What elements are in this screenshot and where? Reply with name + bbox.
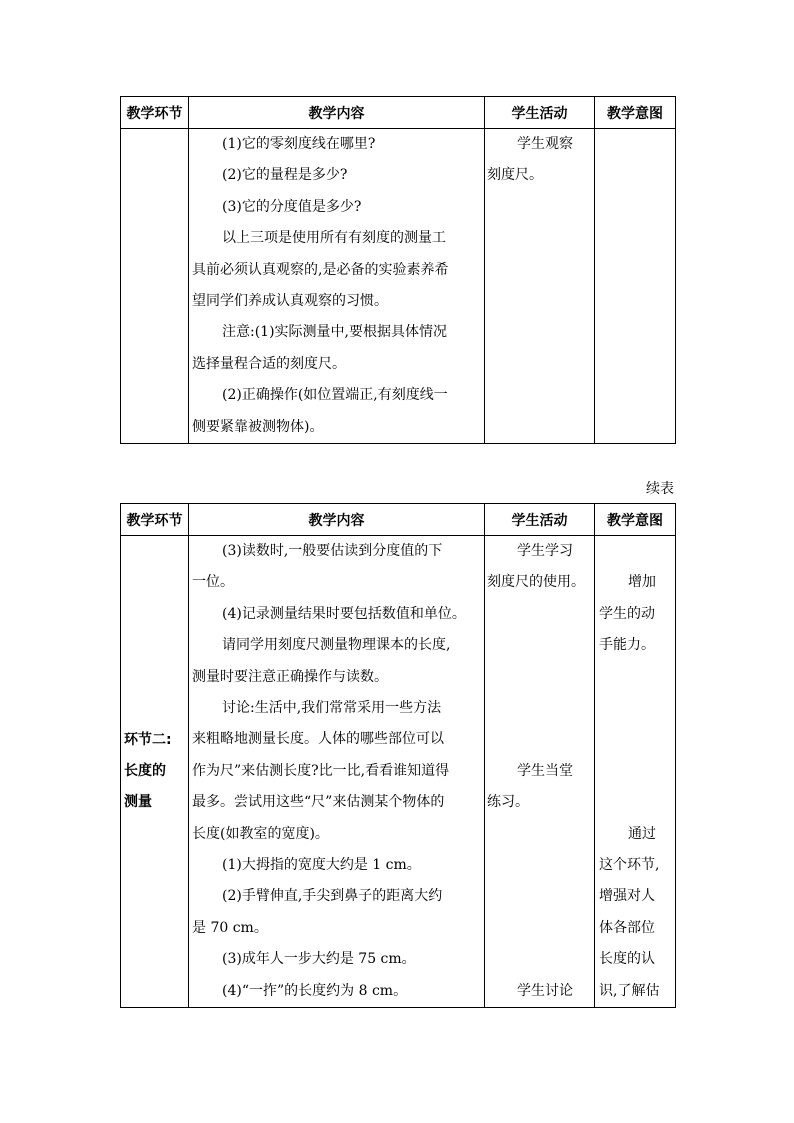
text-line: 学生当堂 <box>517 762 573 779</box>
text-line <box>485 724 594 755</box>
text-line <box>595 536 675 567</box>
text-line: 是 70 cm。 <box>192 919 268 936</box>
text-line: 注意:(1)实际测量中,要根据具体情况 <box>222 324 447 341</box>
text-line: 请同学用刻度尺测量物理课本的长度, <box>222 637 451 654</box>
text-line: 学生观察 <box>517 136 573 152</box>
continued-label: 续表 <box>646 481 674 497</box>
text-line: 刻度尺的使用。 <box>487 574 585 591</box>
text-line <box>485 662 594 693</box>
text-line: (4)记录测量结果时要包括数值和单位。 <box>222 605 466 622</box>
text-line: 测量时要注意正确操作与读数。 <box>192 668 388 685</box>
text-line: 望同学们养成认真观察的习惯。 <box>192 293 388 310</box>
text-line: 通过 <box>628 825 656 842</box>
text-line <box>485 693 594 724</box>
header-intent: 教学意图 <box>595 97 676 129</box>
text-line: 侧要紧靠被测物体)。 <box>192 418 324 435</box>
text-line: 刻度尺。 <box>487 167 543 184</box>
text-line: (3)成年人一步大约是 75 cm。 <box>222 951 416 968</box>
text-line <box>485 944 594 975</box>
header-activity: 学生活动 <box>485 504 595 536</box>
text-line: (2)它的量程是多少? <box>222 167 348 184</box>
text-line: (2)正确操作(如位置端正,有刻度线一 <box>222 387 448 404</box>
text-line: 以上三项是使用所有有刻度的测量工 <box>222 230 446 247</box>
text-line: (2)手臂伸直,手尖到鼻子的距离大约 <box>222 888 443 905</box>
header-content: 教学内容 <box>189 97 485 129</box>
text-line <box>595 756 675 787</box>
body-row <box>121 129 676 444</box>
text-line <box>595 724 675 755</box>
stage-line: 测量 <box>124 794 152 811</box>
stage-cell <box>121 536 189 1008</box>
header-row <box>121 504 676 536</box>
text-line: 识,了解估 <box>599 982 660 999</box>
text-line: (1)它的零刻度线在哪里? <box>222 136 376 152</box>
text-line: 增强对人 <box>599 888 655 905</box>
text-line <box>485 913 594 944</box>
header-row <box>121 97 676 129</box>
header-stage: 教学环节 <box>121 97 189 129</box>
text-line: (1)大拇指的宽度大约是 1 cm。 <box>222 857 421 874</box>
text-line <box>485 819 594 850</box>
text-line <box>485 881 594 912</box>
stage-line: 环节二: <box>124 732 172 749</box>
body-row <box>121 536 676 1008</box>
intent-cell <box>595 536 676 1008</box>
text-line: 学生讨论 <box>517 982 573 999</box>
text-line: (3)它的分度值是多少? <box>222 198 362 215</box>
text-line: 这个环节, <box>599 857 660 874</box>
header-activity: 学生活动 <box>485 97 595 129</box>
text-line: 长度(如教室的宽度)。 <box>192 825 329 842</box>
text-line: 增加 <box>628 574 656 591</box>
text-line: 练习。 <box>487 794 529 811</box>
text-line: 作为尺”来估测长度?比一比,看看谁知道得 <box>192 762 450 779</box>
text-line <box>485 599 594 630</box>
text-line: (3)读数时,一般要估读到分度值的下 <box>222 543 443 559</box>
intent-cell <box>595 129 676 444</box>
content-cell <box>189 129 485 444</box>
stage-line: 长度的 <box>124 763 166 780</box>
text-line: 具前必须认真观察的,是必备的实验素养希 <box>192 261 449 278</box>
header-intent: 教学意图 <box>595 504 676 536</box>
text-line: 学生的动 <box>599 605 655 622</box>
text-line <box>485 850 594 881</box>
text-line: 学生学习 <box>517 543 573 559</box>
lesson-table-2 <box>120 503 676 1008</box>
text-line: 最多。尝试用这些“尺”来估测某个物体的 <box>192 794 445 811</box>
lesson-table-1 <box>120 96 676 444</box>
activity-cell <box>485 536 595 1008</box>
text-line: 讨论:生活中,我们常常采用一些方法 <box>222 700 442 717</box>
text-line: (4)“一拃”的长度约为 8 cm。 <box>222 982 408 999</box>
content-cell <box>189 536 485 1008</box>
text-line: 来粗略地测量长度。人体的哪些部位可以 <box>192 731 444 748</box>
text-line: 选择量程合适的刻度尺。 <box>192 355 346 372</box>
text-line <box>485 630 594 661</box>
text-line <box>595 693 675 724</box>
text-line <box>595 787 675 818</box>
text-line: 一位。 <box>192 574 234 591</box>
text-line: 长度的认 <box>599 951 655 968</box>
text-line: 体各部位 <box>599 919 655 936</box>
header-content: 教学内容 <box>189 504 485 536</box>
stage-cell <box>121 129 189 444</box>
activity-cell <box>485 129 595 444</box>
text-line: 手能力。 <box>599 637 655 654</box>
header-stage: 教学环节 <box>121 504 189 536</box>
text-line <box>595 662 675 693</box>
